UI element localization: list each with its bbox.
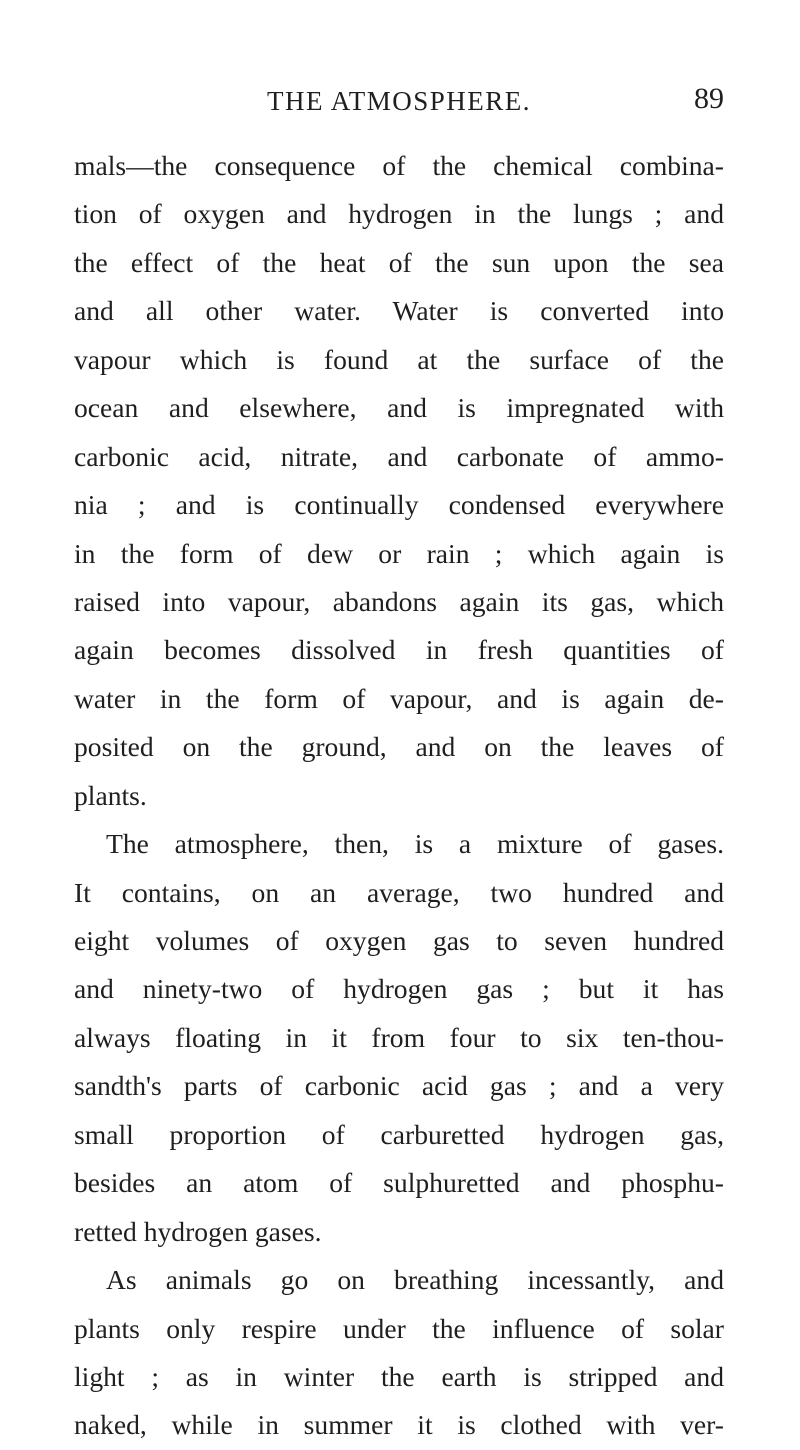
- text-line: naked, while in summer it is clothed with ver-: [74, 1409, 724, 1441]
- text-line: and all other water. Water is converted into: [74, 295, 724, 327]
- paragraph-start-line: The atmosphere, then, is a mixture of gases.: [106, 828, 724, 860]
- text-line: always floating in it from four to six ten-thou-: [74, 1021, 724, 1053]
- text-line: water in the form of vapour, and is again de-: [74, 682, 724, 714]
- text-line: again becomes dissolved in fresh quantities of: [74, 634, 724, 666]
- text-line: mals—the consequence of the chemical combina-: [74, 150, 724, 181]
- text-line: ocean and elsewhere, and is impregnated with: [74, 392, 724, 424]
- text-line: besides an atom of sulphuretted and phosphu-: [74, 1167, 724, 1199]
- body-text: [74, 142, 724, 1450]
- paragraph-end-line: plants.: [74, 779, 147, 811]
- page-number: 89: [694, 82, 724, 115]
- text-line: nia ; and is continually condensed everywhere: [74, 489, 724, 521]
- text-line: the effect of the heat of the sun upon the sea: [74, 246, 724, 278]
- text-line: tion of oxygen and hydrogen in the lungs ; and: [74, 198, 724, 230]
- running-title: THE ATMOSPHERE.: [266, 86, 532, 116]
- text-line: sandth's parts of carbonic acid gas ; and a very: [74, 1070, 724, 1102]
- text-line: vapour which is found at the surface of the: [74, 343, 724, 375]
- text-line: raised into vapour, abandons again its gas, which: [74, 585, 724, 617]
- text-line: plants only respire under the influence of solar: [74, 1312, 724, 1344]
- paragraph-end-line: retted hydrogen gases.: [74, 1215, 322, 1247]
- running-head: [74, 80, 724, 120]
- text-line: and ninety-two of hydrogen gas ; but it has: [74, 973, 724, 1005]
- text-line: small proportion of carburetted hydrogen gas,: [74, 1118, 724, 1150]
- text-line: It contains, on an average, two hundred and: [74, 876, 724, 908]
- text-line: light ; as in winter the earth is stripped and: [74, 1360, 724, 1392]
- text-line: eight volumes of oxygen gas to seven hundred: [74, 925, 724, 956]
- text-line: posited on the ground, and on the leaves of: [74, 731, 724, 763]
- text-line: carbonic acid, nitrate, and carbonate of ammo-: [74, 440, 724, 472]
- paragraph-start-line: As animals go on breathing incessantly, and: [106, 1264, 724, 1296]
- text-line: in the form of dew or rain ; which again is: [74, 537, 724, 569]
